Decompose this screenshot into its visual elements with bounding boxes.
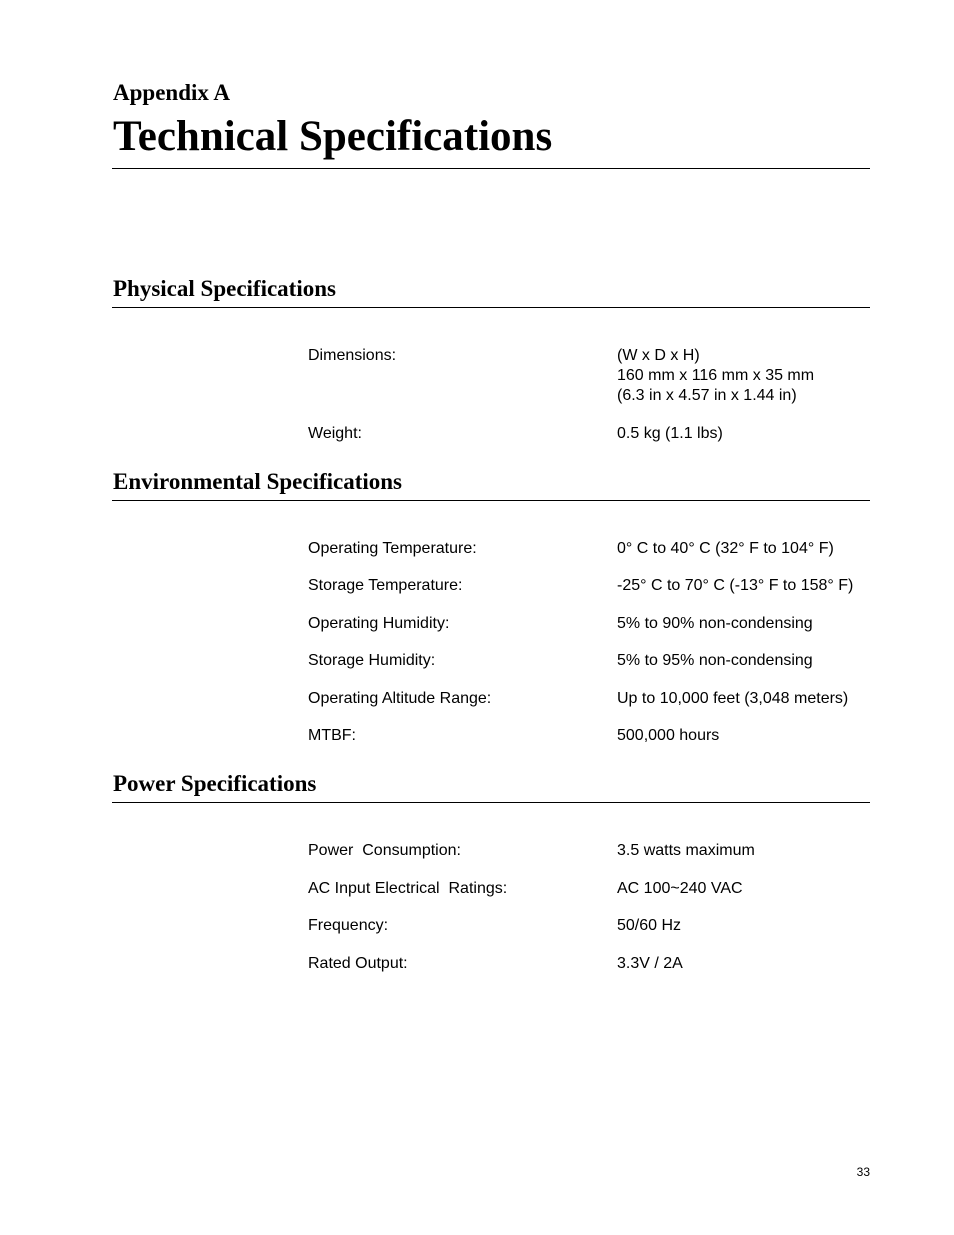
spec-label-dimensions: Dimensions: <box>308 347 397 364</box>
appendix-label: Appendix A <box>113 80 230 105</box>
spec-label-operating-humidity: Operating Humidity: <box>308 615 450 632</box>
spec-value-operating-humidity: 5% to 90% non-condensing <box>617 615 813 632</box>
spec-label-operating-temperature: Operating Temperature: <box>308 540 477 557</box>
environmental-section-divider <box>112 500 870 501</box>
spec-value-storage-temperature: -25° C to 70° C (-13° F to 158° F) <box>617 577 854 594</box>
power-specifications-heading: Power Specifications <box>113 771 317 796</box>
dimensions-value-line: (6.3 in x 4.57 in x 1.44 in) <box>617 387 797 404</box>
spec-value-mtbf: 500,000 hours <box>617 727 720 744</box>
dimensions-value-line: (W x D x H) <box>617 347 700 364</box>
spec-value-power-consumption: 3.5 watts maximum <box>617 842 755 859</box>
physical-specifications-heading: Physical Specifications <box>113 276 336 301</box>
spec-label-operating-altitude-range: Operating Altitude Range: <box>308 690 492 707</box>
spec-value-dimensions <box>617 346 814 406</box>
spec-label-storage-temperature: Storage Temperature: <box>308 577 463 594</box>
spec-value-operating-temperature: 0° C to 40° C (32° F to 104° F) <box>617 540 834 557</box>
spec-value-ac-input-ratings: AC 100~240 VAC <box>617 880 743 897</box>
page-number: 33 <box>856 1165 870 1179</box>
spec-label-frequency: Frequency: <box>308 917 389 934</box>
spec-label-rated-output: Rated Output: <box>308 955 408 972</box>
power-section-divider <box>112 802 870 803</box>
physical-section-divider <box>112 307 870 308</box>
spec-label-weight: Weight: <box>308 425 362 442</box>
spec-value-frequency: 50/60 Hz <box>617 917 682 934</box>
spec-label-power-consumption: Power Consumption: <box>308 842 461 859</box>
spec-value-weight: 0.5 kg (1.1 lbs) <box>617 425 723 442</box>
spec-value-storage-humidity: 5% to 95% non-condensing <box>617 652 813 669</box>
spec-label-mtbf: MTBF: <box>308 727 356 744</box>
title-divider <box>112 168 870 169</box>
spec-label-storage-humidity: Storage Humidity: <box>308 652 436 669</box>
spec-label-ac-input-ratings: AC Input Electrical Ratings: <box>308 880 508 897</box>
page-title: Technical Specifications <box>113 113 553 160</box>
environmental-specifications-heading: Environmental Specifications <box>113 469 403 494</box>
dimensions-value-line: 160 mm x 116 mm x 35 mm <box>617 367 815 384</box>
spec-value-operating-altitude-range: Up to 10,000 feet (3,048 meters) <box>617 690 849 707</box>
spec-value-rated-output: 3.3V / 2A <box>617 955 683 972</box>
